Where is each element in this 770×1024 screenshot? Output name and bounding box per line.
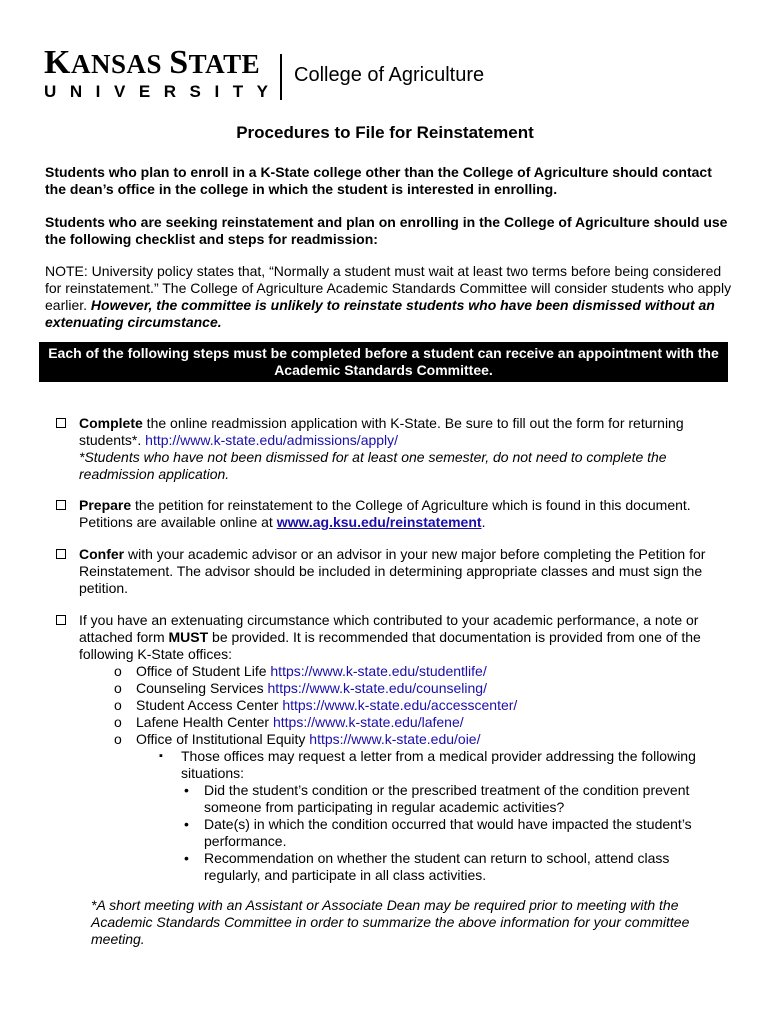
offices-list bbox=[56, 663, 726, 884]
office-item: o Office of Student Life https://www.k-state.edu/studentlife/ bbox=[114, 663, 487, 679]
office-item: o Lafene Health Center https://www.k-state.edu/lafene/ bbox=[114, 714, 464, 730]
checkbox-icon[interactable] bbox=[56, 615, 66, 625]
requirements-banner: Each of the following steps must be completed before a student can receive an appointment with the Academic Standards Committee. bbox=[39, 342, 728, 382]
office-item: o Office of Institutional Equity https://www.k-state.edu/oie/ bbox=[114, 731, 481, 747]
checkbox-icon[interactable] bbox=[56, 418, 66, 428]
office-link[interactable]: https://www.k-state.edu/lafene/ bbox=[272, 714, 464, 730]
office-link[interactable]: https://www.k-state.edu/oie/ bbox=[309, 731, 481, 747]
office-link[interactable]: https://www.k-state.edu/counseling/ bbox=[267, 680, 487, 696]
checkbox-icon[interactable] bbox=[56, 500, 66, 510]
logo-university: U N I V E R S I T Y bbox=[44, 82, 268, 101]
readmission-note: *Students who have not been dismissed for at least one semester, do not need to complete the readmission application. bbox=[79, 449, 667, 482]
admissions-apply-link[interactable]: http://www.k-state.edu/admissions/apply/ bbox=[145, 432, 399, 448]
office-link[interactable]: https://www.k-state.edu/accesscenter/ bbox=[282, 697, 518, 713]
office-link[interactable]: https://www.k-state.edu/studentlife/ bbox=[270, 663, 487, 679]
checklist-item-complete: Complete the online readmission application with K-State. Be sure to fill out the form for returning students*. http://www.k-state.edu/admissions/apply/ *Students who have not been dismissed for at least one semester, do not need to complete the readmission application. bbox=[56, 415, 726, 483]
checklist-item-confer: Confer with your academic advisor or an advisor in your new major before completing the Petition for Reinstatement. The advisor should be included in determining appropriate classes and must sign the petition. bbox=[56, 546, 726, 597]
intro-paragraph-2: Students who are seeking reinstatement and plan on enrolling in the College of Agriculture should use the following checklist and steps for readmission: bbox=[45, 214, 728, 247]
situation-item: • Date(s) in which the condition occurred that would have impacted the student’s performance. bbox=[184, 816, 692, 849]
checkbox-icon[interactable] bbox=[56, 549, 66, 559]
reinstatement-link[interactable]: www.ag.ksu.edu/reinstatement bbox=[276, 514, 482, 530]
offices-request-note: ▪ Those offices may request a letter from a medical provider addressing the following situations: bbox=[159, 748, 696, 781]
checklist-item-prepare: Prepare the petition for reinstatement to the College of Agriculture which is found in this document. Petitions are available online at www.ag.ksu.edu/reinstatement. bbox=[56, 497, 726, 531]
situation-item: • Did the student’s condition or the prescribed treatment of the condition prevent someone from participating in regular academic activities? bbox=[184, 782, 690, 815]
logo-divider bbox=[280, 54, 282, 100]
footer-note: *A short meeting with an Assistant or Associate Dean may be required prior to meeting with the Academic Standards Committee in order to summarize the above information for your committee meeting. bbox=[91, 897, 690, 947]
office-item: o Student Access Center https://www.k-state.edu/accesscenter/ bbox=[114, 697, 518, 713]
note-paragraph: NOTE: University policy states that, “Normally a student must wait at least two terms before being considered for reinstatement.” The College of Agriculture Academic Standards Committee will consider students who apply earlier. However, the committee is unlikely to reinstate students who have been dismissed without an extenuating circumstance. bbox=[45, 263, 732, 330]
note-emphasis: However, the committee is unlikely to reinstate students who have been dismissed without an extenuating circumstance. bbox=[45, 297, 715, 330]
office-item: o Counseling Services https://www.k-state.edu/counseling/ bbox=[114, 680, 487, 696]
checklist-item-extenuating: If you have an extenuating circumstance which contributed to your academic performance, a note or attached form MUST be provided. It is recommended that documentation is provided from one of the following K-State offices: o Office of Student Life https://www.k-state.edu/studentlife/ o Counseling Services https://www.k-state.edu/counseling/ o Student Access Center https://www.k-state.edu/accesscenter/ o Lafene Health Center https://www.k-state.edu/lafene/ o Office of Institutional Equity https://www.k-state.edu/oie/ ▪ Those offices may request a letter from a medical provider addressing the following situations: • Did the student’s condition or the prescribed treatment of the condition prevent someone from participating in regular academic activities? • Date(s) in which the condition occurred that would have impacted the student’s performance. • Recommendation on whether the student can return to school, attend class regularly, and participate in all class activities. bbox=[56, 612, 726, 884]
college-name: College of Agriculture bbox=[294, 64, 485, 86]
intro-paragraph-1: Students who plan to enroll in a K-State college other than the College of Agriculture should contact the dean’s office in the college in which the student is interested in enrolling. bbox=[45, 164, 712, 197]
situation-item: • Recommendation on whether the student can return to school, attend class regularly, and participate in all class activities. bbox=[184, 850, 670, 883]
logo-kansas-state: KANSAS STATE bbox=[44, 44, 261, 81]
page-title: Procedures to File for Reinstatement bbox=[236, 123, 534, 142]
